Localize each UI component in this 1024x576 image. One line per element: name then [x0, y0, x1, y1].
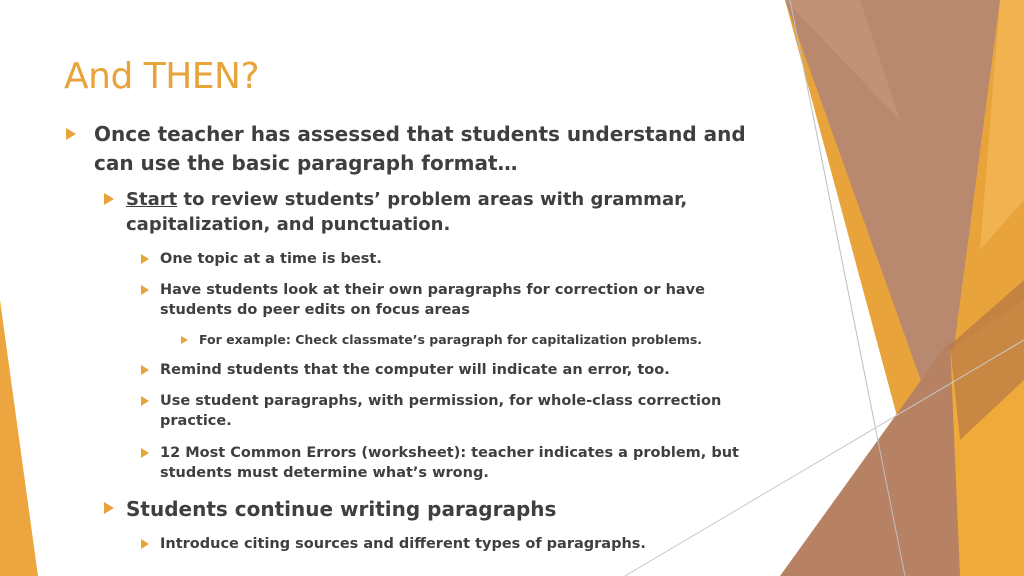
- triangle-right-icon: [141, 285, 149, 295]
- left-facet: [0, 300, 38, 576]
- bullet-level3-common-errors: [141, 443, 751, 483]
- bullet-text: Remind students that the computer will indicate an error, too.: [160, 362, 670, 378]
- bullet-text: Students continue writing paragraphs: [126, 497, 557, 521]
- triangle-right-icon: [66, 128, 76, 140]
- triangle-right-icon: [141, 365, 149, 375]
- bullet-text-wrapper: [126, 187, 704, 237]
- bullet-level2-start-review: [104, 187, 704, 237]
- triangle-right-icon: [141, 448, 149, 458]
- bullet-text: Use student paragraphs, with permission, for whole-class correction practice.: [160, 393, 722, 429]
- bullet-text: to review students’ problem areas with grammar, capitalization, and punctuation.: [126, 189, 688, 235]
- bullet-text: For example: Check classmate’s paragraph for capitalization problems.: [199, 332, 703, 347]
- bullet-level2-continue-writing: [104, 496, 664, 522]
- bullet-text: Once teacher has assessed that students understand and can use the basic paragraph format…: [94, 122, 746, 175]
- bullet-text: Have students look at their own paragraphs for correction or have students do peer edits on focus areas: [160, 282, 705, 318]
- bullet-level1-assessed: [66, 120, 786, 178]
- bullet-level3-student-paragraphs: [141, 391, 741, 431]
- triangle-right-icon: [104, 502, 114, 514]
- triangle-right-icon: [141, 396, 149, 406]
- bullet-level3-citing-sources: [141, 534, 761, 554]
- bullet-level3-own-paragraphs: [141, 280, 781, 320]
- bottom-facet-brown: [780, 340, 960, 576]
- triangle-right-icon: [141, 254, 149, 264]
- underlined-word: Start: [126, 189, 178, 210]
- bullet-level3-one-topic: [141, 249, 781, 269]
- bullet-level4-example: [181, 331, 741, 349]
- triangle-right-icon: [181, 336, 188, 344]
- bullet-text: 12 Most Common Errors (worksheet): teacher indicates a problem, but students must determine what’s wrong.: [160, 445, 739, 481]
- bullet-level3-computer: [141, 360, 781, 380]
- slide-title: And THEN?: [64, 56, 260, 97]
- triangle-right-icon: [141, 539, 149, 549]
- bullet-text: One topic at a time is best.: [160, 251, 382, 267]
- bullet-text: Introduce citing sources and different types of paragraphs.: [160, 536, 646, 552]
- triangle-right-icon: [104, 193, 114, 205]
